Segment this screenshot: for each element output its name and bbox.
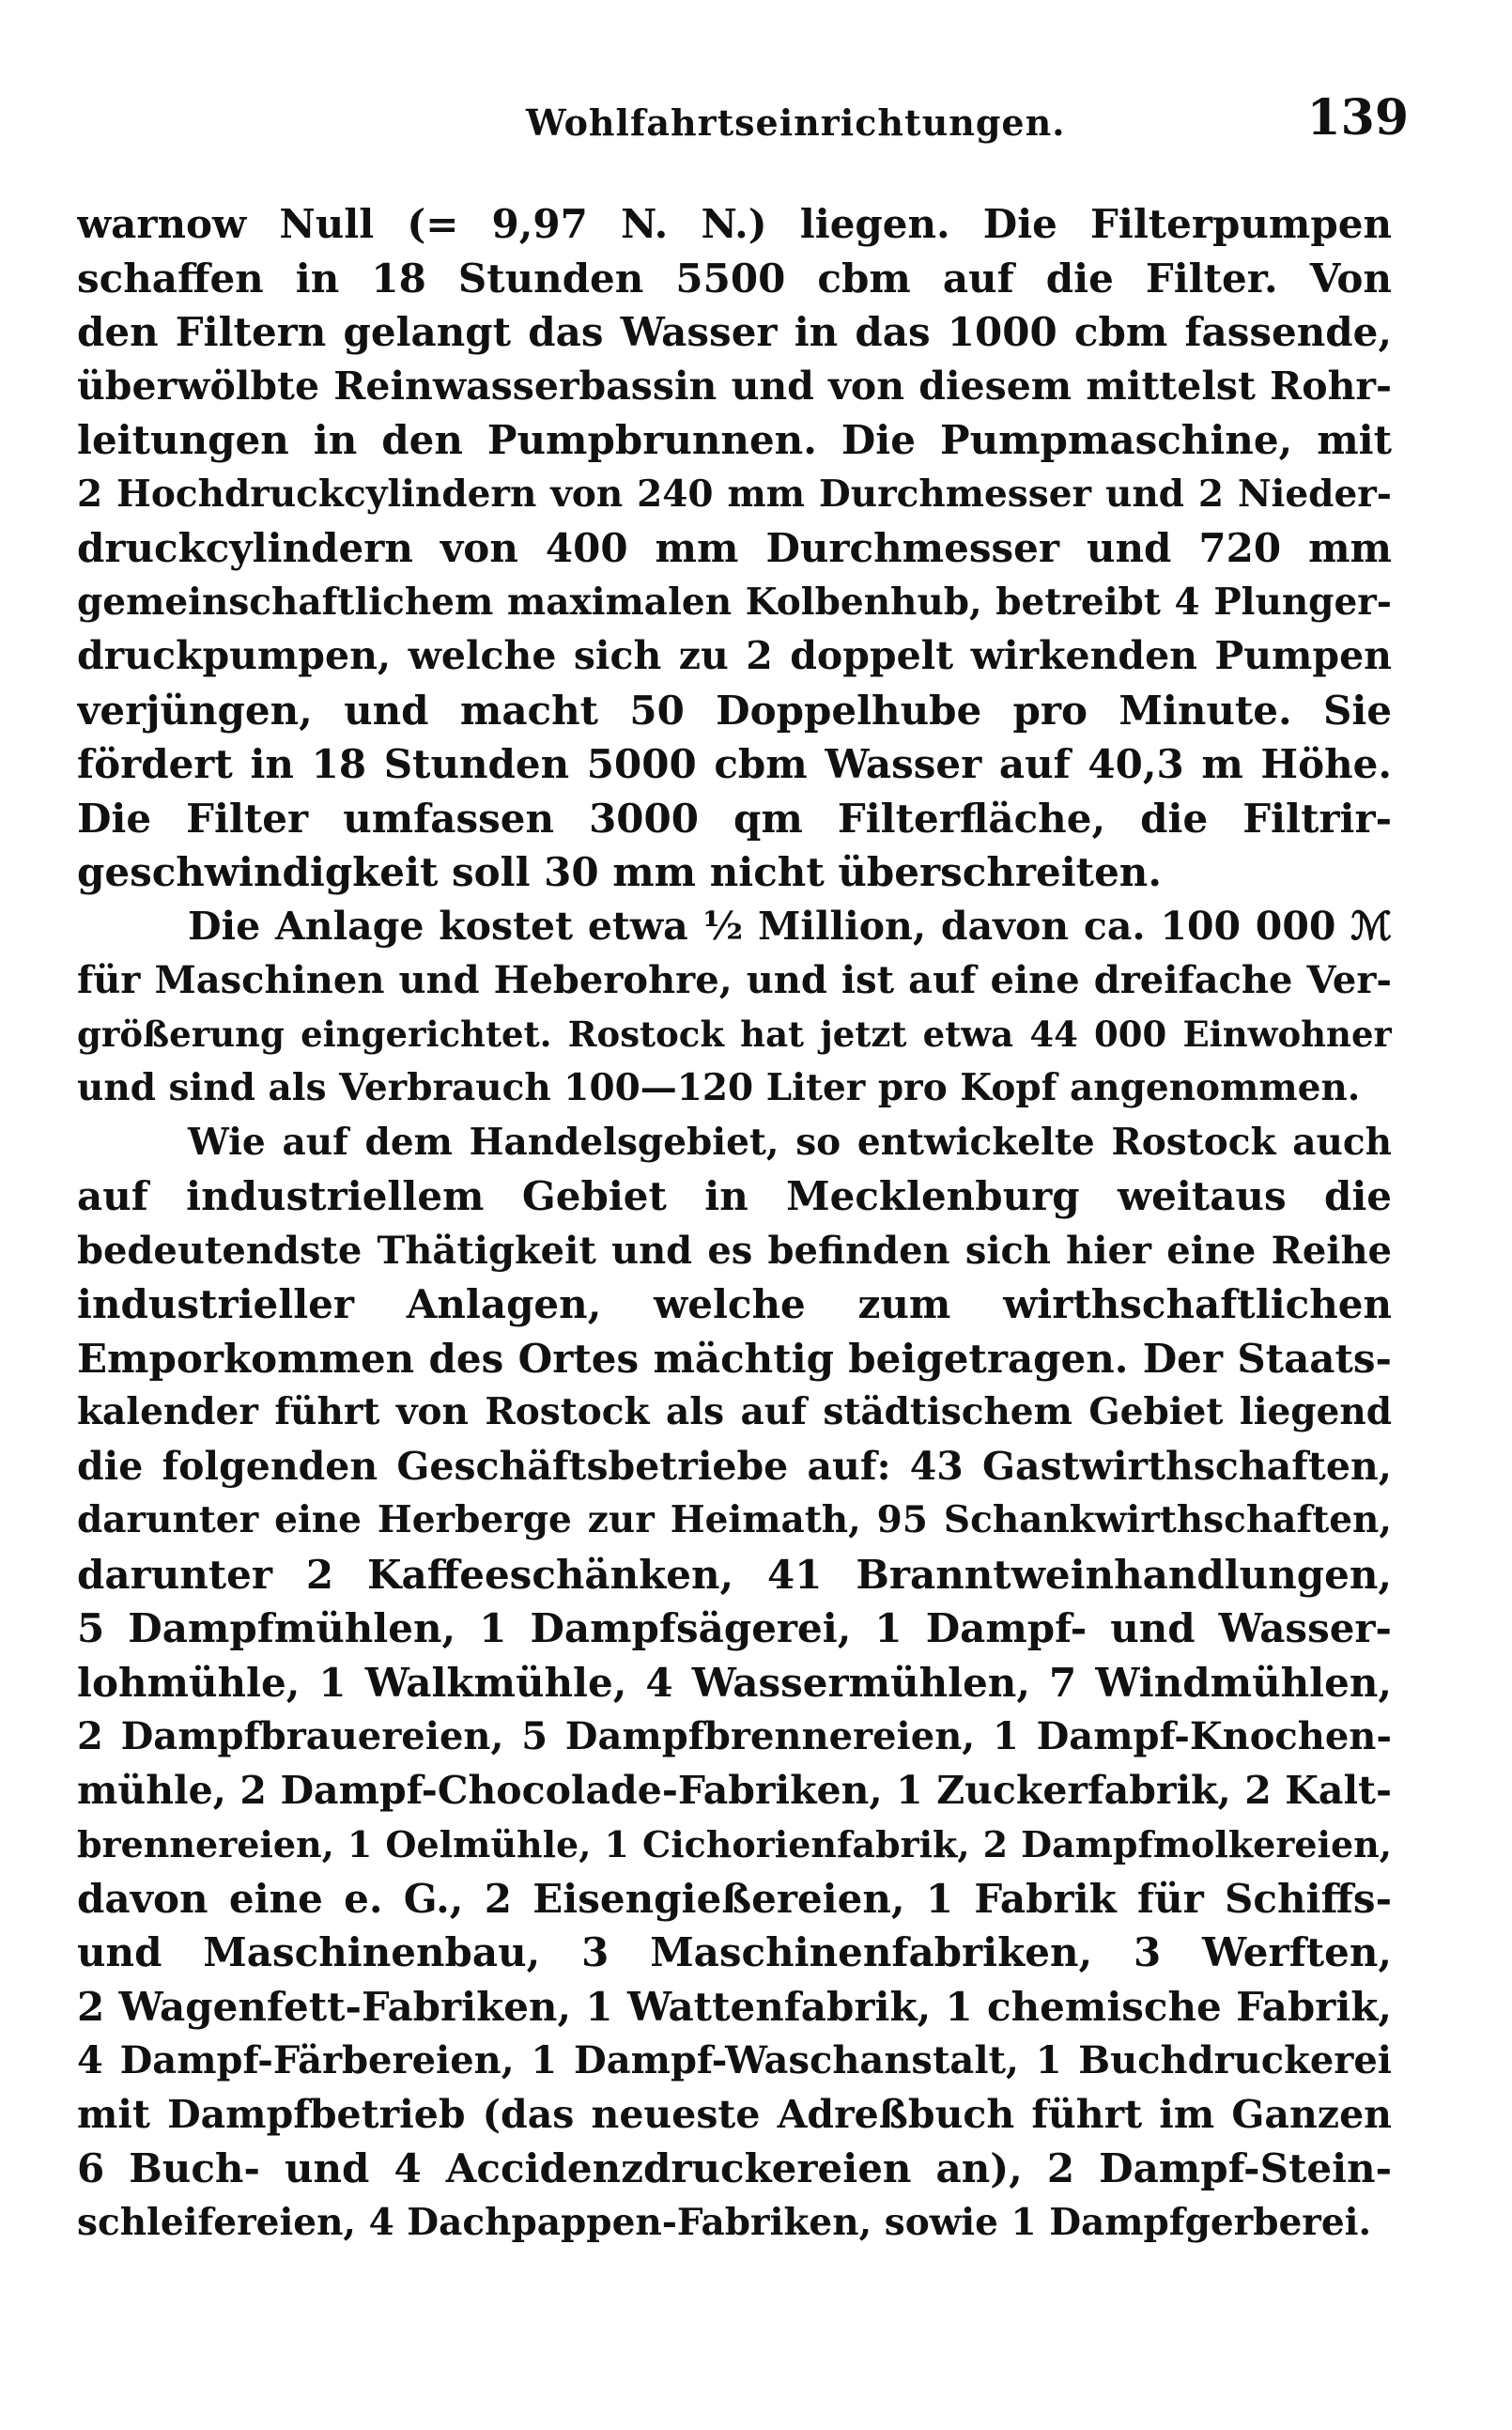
running-head: Wohlfahrtseinrichtungen. <box>526 101 1066 144</box>
text-line: größerung eingerichtet. Rostock hat jetzt etwa 44 000 Einwohner <box>77 1013 1392 1055</box>
text-line: kalender führt von Rostock als auf städtischem Gebiet liegend <box>77 1390 1392 1433</box>
text-line: Emporkommen des Ortes mächtig beigetragen. Der Staats- <box>77 1335 1392 1382</box>
text-line: Wie auf dem Handelsgebiet, so entwickelte Rostock auch <box>188 1120 1392 1164</box>
text-line: 2 Wagenfett-Fabriken, 1 Wattenfabrik, 1 chemische Fabrik, <box>77 1983 1392 2030</box>
text-line: und Maschinenbau, 3 Maschinenfabriken, 3 Werften, <box>77 1929 1392 1975</box>
text-line: geschwindigkeit soll 30 mm nicht überschreiten. <box>77 849 1162 895</box>
text-line: Die Anlage kostet etwa ½ Million, davon ca. 100 000 ℳ <box>188 903 1392 949</box>
text-line: gemeinschaftlichem maximalen Kolbenhub, betreibt 4 Plunger- <box>77 580 1392 624</box>
text-line: und sind als Verbrauch 100—120 Liter pro Kopf angenommen. <box>77 1066 1361 1109</box>
text-line: lohmühle, 1 Walkmühle, 4 Wassermühlen, 7 Windmühlen, <box>77 1659 1392 1706</box>
text-line: 5 Dampfmühlen, 1 Dampfsägerei, 1 Dampf- und Wasser- <box>77 1605 1392 1651</box>
text-line: Die Filter umfassen 3000 qm Filterfläche, die Filtrir- <box>77 795 1392 842</box>
page-number: 139 <box>1306 89 1409 147</box>
text-line: schleifereien, 4 Dachpappen-Fabriken, sowie 1 Dampfgerberei. <box>77 2200 1372 2244</box>
text-line: warnow Null (= 9,97 N. N.) liegen. Die Filterpumpen <box>77 201 1392 247</box>
text-line: für Maschinen und Heberohre, und ist auf eine dreifache Ver- <box>77 958 1392 1002</box>
text-line: mit Dampfbetrieb (das neueste Adreßbuch führt im Ganzen <box>77 2091 1392 2137</box>
text-line: auf industriellem Gebiet in Mecklenburg weitaus die <box>77 1173 1392 1219</box>
text-line: brennereien, 1 Oelmühle, 1 Cichorienfabrik, 2 Dampfmolkereien, <box>77 1823 1392 1865</box>
text-line: den Filtern gelangt das Wasser in das 1000 cbm fassende, <box>77 309 1392 355</box>
text-line: die folgenden Geschäftsbetriebe auf: 43 Gastwirthschaften, <box>77 1443 1392 1489</box>
text-line: 2 Hochdruckcylindern von 240 mm Durchmesser und 2 Nieder- <box>77 472 1392 516</box>
text-line: leitungen in den Pumpbrunnen. Die Pumpmaschine, mit <box>77 417 1392 463</box>
text-line: darunter 2 Kaffeeschänken, 41 Branntweinhandlungen, <box>77 1551 1392 1598</box>
text-line: 4 Dampf-Färbereien, 1 Dampf-Waschanstalt, 1 Buchdruckerei <box>77 2038 1392 2082</box>
text-line: bedeutendste Thätigkeit und es befinden sich hier eine Reihe <box>77 1228 1392 1273</box>
text-line: mühle, 2 Dampf-Chocolade-Fabriken, 1 Zuckerfabrik, 2 Kalt- <box>77 1767 1392 1813</box>
text-line: darunter eine Herberge zur Heimath, 95 Schankwirthschaften, <box>77 1498 1392 1541</box>
text-line: fördert in 18 Stunden 5000 cbm Wasser auf 40,3 m Höhe. <box>77 741 1392 787</box>
text-line: 6 Buch- und 4 Accidenzdruckereien an), 2 Dampf-Stein- <box>77 2145 1392 2191</box>
text-line: verjüngen, und macht 50 Doppelhube pro Minute. Sie <box>77 687 1392 734</box>
body-text <box>77 197 1392 2250</box>
text-line: schaffen in 18 Stunden 5500 cbm auf die Filter. Von <box>77 255 1392 302</box>
text-line: druckcylindern von 400 mm Durchmesser und 720 mm <box>77 525 1392 571</box>
text-line: industrieller Anlagen, welche zum wirthschaftlichen <box>77 1281 1392 1327</box>
text-line: 2 Dampfbrauereien, 5 Dampfbrennereien, 1 Dampf-Knochen- <box>77 1714 1392 1758</box>
text-line: druckpumpen, welche sich zu 2 doppelt wirkenden Pumpen <box>77 633 1392 678</box>
text-line: davon eine e. G., 2 Eisengießereien, 1 Fabrik für Schiffs- <box>77 1875 1392 1922</box>
text-line: überwölbte Reinwasserbassin und von diesem mittelst Rohr- <box>77 363 1392 409</box>
